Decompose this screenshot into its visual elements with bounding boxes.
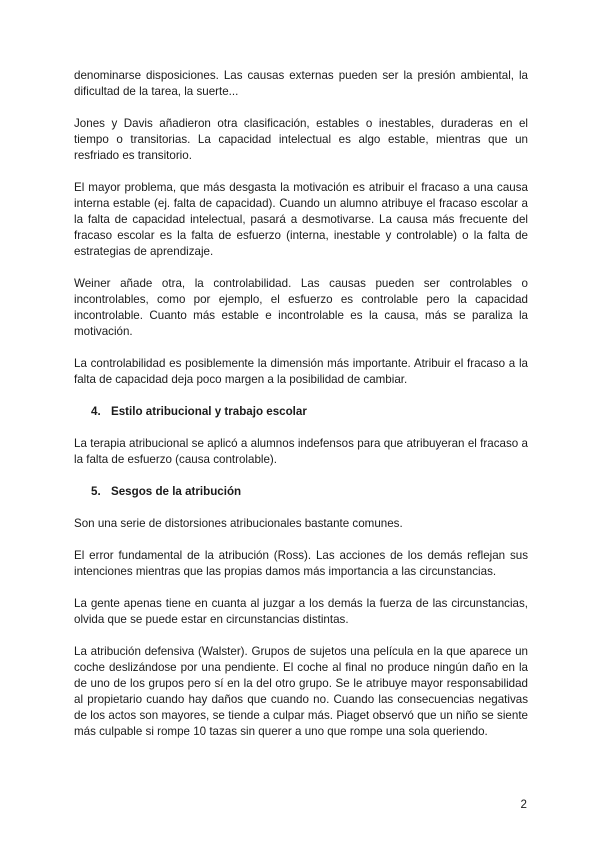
paragraph: La gente apenas tiene en cuanta al juzgar a los demás la fuerza de las circunstancias, olvida que se puede estar en circunstancias distintas.	[74, 597, 528, 626]
document-page	[74, 68, 528, 756]
paragraph: El mayor problema, que más desgasta la motivación es atribuir el fracaso a una causa interna estable (ej. falta de capacidad). Cuando un alumno atribuye el fracaso escolar a la falta de capacidad intelectual, pasará a desmotivarse. La causa más frecuente del fracaso escolar es la falta de esfuerzo (interna, inestable y controlable) o la falta de estrategias de aprendizaje.	[74, 181, 528, 258]
page-number: 2	[520, 798, 527, 811]
section-heading-5	[74, 484, 528, 500]
section-number: 5.	[91, 485, 101, 498]
paragraph: Son una serie de distorsiones atribucionales bastante comunes.	[74, 517, 403, 530]
paragraph: denominarse disposiciones. Las causas externas pueden ser la presión ambiental, la dificultad de la tarea, la suerte...	[74, 69, 528, 98]
section-number: 4.	[91, 405, 101, 418]
paragraph: El error fundamental de la atribución (Ross). Las acciones de los demás reflejan sus intenciones mientras que las propias damos más importancia a las circunstancias.	[74, 549, 528, 578]
paragraph: La controlabilidad es posiblemente la dimensión más importante. Atribuir el fracaso a la falta de capacidad deja poco margen a la posibilidad de cambiar.	[74, 357, 528, 386]
section-title: Estilo atribucional y trabajo escolar	[111, 405, 307, 418]
paragraph: Weiner añade otra, la controlabilidad. Las causas pueden ser controlables o incontrolables, como por ejemplo, el esfuerzo es controlable pero la capacidad incontrolable. Cuanto más estable e incontrolable es la causa, más se paraliza la motivación.	[74, 277, 528, 338]
section-title: Sesgos de la atribución	[111, 485, 242, 498]
paragraph: La atribución defensiva (Walster). Grupos de sujetos una película en la que aparece un coche deslizándose por una pendiente. El coche al final no produce ningún daño en la de uno de los grupos pero sí en la del otro grupo. Se le atribuye mayor responsabilidad al propietario cuando hay daños que cuando no. Cuando las consecuencias negativas de los actos son mayores, se tiende a culpar más. Piaget observó que un niño se siente más culpable si rompe 10 tazas sin querer a uno que rompe una sola queriendo.	[74, 645, 528, 738]
paragraph: La terapia atribucional se aplicó a alumnos indefensos para que atribuyeran el fracaso a la falta de esfuerzo (causa controlable).	[74, 437, 528, 466]
paragraph: Jones y Davis añadieron otra clasificación, estables o inestables, duraderas en el tiempo o transitorias. La capacidad intelectual es algo estable, mientras que un resfriado es transitorio.	[74, 117, 528, 162]
section-heading-4	[74, 404, 528, 420]
